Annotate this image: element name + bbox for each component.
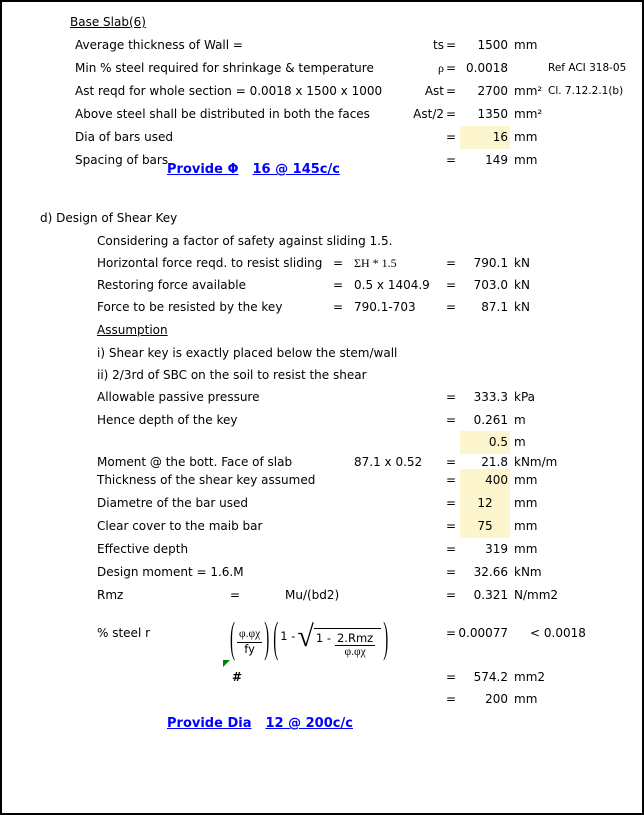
row-value: 0.261 [473, 413, 508, 427]
row-label: % steel r [97, 626, 151, 640]
row-expression: Mu/(bd2) [285, 588, 340, 602]
row-avg-thickness [2, 34, 644, 56]
input-cell-value[interactable]: 12 [477, 496, 493, 510]
square-root [297, 619, 381, 659]
row-spacing-result [2, 688, 644, 710]
equals-sign: = [446, 61, 457, 75]
row-unit: mm [514, 692, 538, 706]
row-value: 21.8 [481, 455, 508, 469]
input-cell-value[interactable]: 16 [492, 130, 508, 144]
row-symbol: ρ [438, 61, 444, 75]
row-unit: mm² [514, 84, 543, 98]
row-unit: m [514, 413, 526, 427]
equals-sign: = [446, 496, 457, 510]
reference-note: Ref ACI 318-05 [548, 62, 627, 74]
equals-sign: = [446, 542, 457, 556]
row-value: 32.66 [473, 565, 508, 579]
row-value: 149 [485, 153, 508, 167]
row-unit: mm [514, 496, 538, 510]
assumption-title: Assumption [97, 323, 168, 337]
assumption-title-row [2, 319, 644, 341]
fraction-numerator: φ.φχ [237, 628, 262, 642]
row-unit: mm [514, 542, 538, 556]
steel-ratio-formula [228, 614, 390, 670]
row-unit: kNm [514, 565, 542, 579]
row-label: Ast reqd for whole section = 0.0018 x 1500 x 1000 [75, 84, 383, 98]
row-effective-depth [2, 538, 644, 560]
row-steel-distribution [2, 103, 644, 125]
one-minus: 1 - [280, 628, 296, 643]
equals-sign: = [333, 278, 344, 292]
input-cell-value[interactable]: 75 [477, 519, 493, 533]
assumption-text: ii) 2/3rd of SBC on the soil to resist the shear [97, 368, 367, 382]
row-symbol: ts [433, 38, 444, 52]
one-minus: 1 - [315, 630, 331, 645]
row-unit: mm [514, 519, 538, 533]
assumption-2-row [2, 364, 644, 386]
equals-sign: = [446, 413, 457, 427]
row-label: Horizontal force reqd. to resist sliding [97, 256, 323, 270]
row-value: 0.00077 [458, 626, 508, 640]
provide-prefix: Provide Dia [167, 716, 252, 731]
row-value: 574.2 [473, 670, 508, 684]
row-label: Hence depth of the key [97, 413, 238, 427]
equals-sign: = [230, 588, 241, 602]
row-bar-diametre [2, 492, 644, 514]
row-unit: N/mm2 [514, 588, 559, 602]
row-unit: kN [514, 300, 530, 314]
equals-sign: = [446, 84, 457, 98]
row-label: Average thickness of Wall = [75, 38, 243, 52]
row-label: Min % steel required for shrinkage & temperature [75, 61, 374, 75]
equals-sign: = [446, 390, 457, 404]
row-unit: mm [514, 130, 538, 144]
row-key-depth-adopted [2, 431, 644, 453]
row-horizontal-force [2, 252, 644, 274]
fraction-denominator: fy [244, 641, 255, 656]
row-intro [2, 230, 644, 252]
equals-sign: = [446, 256, 457, 270]
row-key-depth [2, 409, 644, 431]
row-rmz [2, 584, 644, 606]
row-expression: ΣH * 1.5 [354, 256, 397, 270]
fraction-numerator: 2.Rmz [336, 630, 374, 645]
row-ast-reqd [2, 80, 644, 102]
row-unit: mm [514, 38, 538, 52]
equals-sign: = [446, 519, 457, 533]
equals-sign: = [446, 565, 457, 579]
equals-sign: = [446, 588, 457, 602]
radical-sign: √ [297, 619, 314, 653]
row-label: Thickness of the shear key assumed [97, 473, 316, 487]
row-value: 703.0 [473, 278, 508, 292]
provide-spec: 12 @ 200c/c [265, 716, 353, 731]
row-unit: kPa [514, 390, 535, 404]
row-expression: 0.5 x 1404.9 [354, 278, 430, 292]
input-cell-value[interactable]: 0.5 [488, 435, 508, 449]
equals-sign: = [446, 670, 457, 684]
equals-sign: = [446, 692, 457, 706]
equals-sign: = [446, 300, 457, 314]
row-label: Clear cover to the maib bar [97, 519, 263, 533]
row-key-force [2, 296, 644, 318]
fraction-denominator: φ.φχ [344, 646, 366, 658]
row-label: Dia of bars used [75, 130, 173, 144]
fraction-phi-fy [237, 628, 262, 655]
close-paren: ) [264, 616, 270, 664]
input-cell-value[interactable]: 400 [485, 473, 508, 487]
row-label: Force to be resisted by the key [97, 300, 283, 314]
equals-sign: = [446, 38, 457, 52]
section-title-row [2, 11, 644, 33]
shear-key-heading-row [2, 207, 644, 229]
row-label: Above steel shall be distributed in both the faces [75, 107, 370, 121]
row-unit: m [514, 435, 526, 449]
assumption-text: i) Shear key is exactly placed below the stem/wall [97, 346, 398, 360]
row-value: 319 [485, 542, 508, 556]
equals-sign: = [446, 626, 457, 640]
equals-sign: = [333, 256, 344, 270]
close-paren: ) [383, 616, 389, 664]
row-label: Effective depth [97, 542, 189, 556]
assumption-1-row [2, 342, 644, 364]
row-key-thickness [2, 469, 644, 491]
row-value: 333.3 [473, 390, 508, 404]
provide-spec: 16 @ 145c/c [252, 162, 340, 177]
equals-sign: = [446, 130, 457, 144]
row-expression: 87.1 x 0.52 [354, 455, 423, 469]
row-symbol: Ast/2 [413, 107, 444, 121]
row-label: Diametre of the bar used [97, 496, 249, 510]
row-value: 790.1 [473, 256, 508, 270]
row-min-steel [2, 57, 644, 79]
comparison-note: < 0.0018 [530, 626, 586, 640]
row-passive-pressure [2, 386, 644, 408]
row-expression: 790.1-703 [354, 300, 416, 314]
row-restoring-force [2, 274, 644, 296]
open-paren: ( [230, 616, 235, 664]
row-label: Design moment = 1.6.M [97, 565, 244, 579]
equals-sign: = [446, 153, 457, 167]
row-value: 2700 [477, 84, 508, 98]
row-bar-dia [2, 126, 644, 148]
row-value: 0.321 [473, 588, 508, 602]
row-label: Spacing of bars [75, 153, 169, 167]
reference-note: Cl. 7.12.2.1(b) [548, 85, 624, 97]
row-unit: kN [514, 278, 530, 292]
open-paren: ( [273, 616, 279, 664]
row-value: 1350 [477, 107, 508, 121]
equals-sign: = [446, 278, 457, 292]
row-value: 87.1 [481, 300, 508, 314]
row-label: Moment @ the bott. Face of slab [97, 455, 293, 469]
equals-sign: = [446, 107, 457, 121]
radicand [314, 628, 381, 659]
row-label: Allowable passive pressure [97, 390, 260, 404]
row-unit: kNm/m [514, 455, 558, 469]
provide-prefix: Provide Φ [167, 162, 239, 177]
row-unit: mm2 [514, 670, 546, 684]
row-value: 0.0018 [466, 61, 508, 75]
equals-sign: = [333, 300, 344, 314]
row-symbol: Ast [424, 84, 444, 98]
hash-marker: # [232, 670, 243, 684]
row-label: Restoring force available [97, 278, 246, 292]
intro-text: Considering a factor of safety against sliding 1.5. [97, 234, 393, 248]
row-ast-required [2, 666, 644, 688]
equals-sign: = [446, 455, 457, 469]
radical-expression [280, 619, 381, 659]
row-unit: mm [514, 473, 538, 487]
provide-note-base-slab [167, 160, 340, 180]
provide-note-shear-key [167, 714, 353, 734]
fraction-rmz-phi [335, 632, 375, 659]
row-value: 1500 [477, 38, 508, 52]
row-unit: mm² [514, 107, 543, 121]
row-label: Rmz [97, 588, 124, 602]
row-clear-cover [2, 515, 644, 537]
row-design-moment [2, 561, 644, 583]
row-unit: mm [514, 153, 538, 167]
shear-key-heading: d) Design of Shear Key [40, 211, 178, 225]
row-unit: kN [514, 256, 530, 270]
section-title: Base Slab(6) [70, 15, 146, 29]
row-value: 200 [485, 692, 508, 706]
equals-sign: = [446, 473, 457, 487]
